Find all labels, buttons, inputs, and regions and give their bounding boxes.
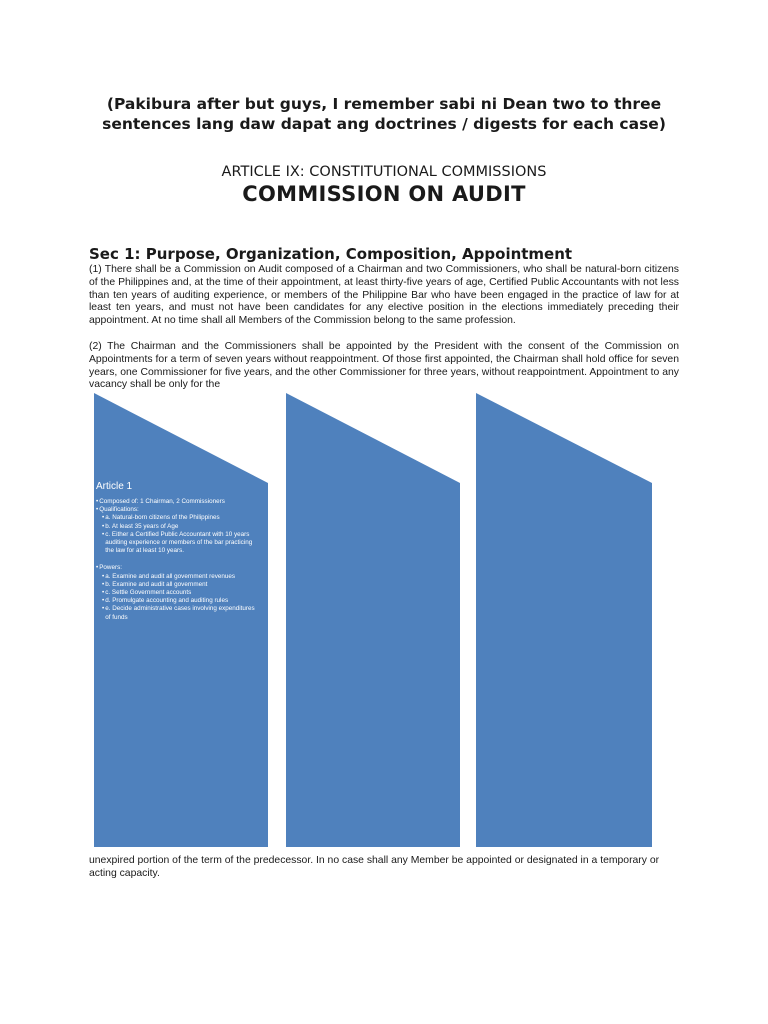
list-subitem-text: c. Settle Government accounts: [105, 589, 192, 597]
section-heading: Sec 1: Purpose, Organization, Composition, Appointment: [89, 245, 573, 263]
list-subitem: [96, 605, 266, 621]
list-item: • Composed of: 1 Chairman, 2 Commissioners: [96, 498, 266, 506]
article-title: ARTICLE IX: CONSTITUTIONAL COMMISSIONS: [221, 164, 547, 180]
list-subitem-text: b. At least 35 years of Age: [105, 522, 179, 530]
list-subitem: [96, 581, 266, 589]
list-spacer: [96, 555, 266, 564]
paragraph-2-continuation: unexpired portion of the term of the predecessor. In no case shall any Member be appointed or designated in a temporary or acting capacity.: [89, 855, 660, 879]
editor-note: (Pakibura after but guys, I remember sabi ni Dean two to three sentences lang daw dapat ang doctrines / digests for each case): [102, 95, 666, 133]
paragraph-2: (2) The Chairman and the Commissioners shall be appointed by the President with the consent of the Commission on Appointments for a term of seven years without reappointment. Of those first appointed, the Chairman shall hold office for seven years, one Commissioner for five years, and the other Commissioner for three years, without reappointment. Appointment to any vacancy shall be only for the: [89, 341, 679, 391]
list-subitem-text: c. Either a Certified Public Accountant with 10 years auditing experience or members of the bar practicing the law for at least 10 years.: [105, 530, 253, 555]
list-item: • Qualifications:: [96, 506, 266, 514]
list-subitem: [96, 531, 266, 556]
chevron-shape-2: [286, 393, 460, 847]
list-subitem: [96, 597, 266, 605]
list-subitem: [96, 523, 266, 531]
main-title: COMMISSION ON AUDIT: [242, 182, 526, 206]
box-title: Article 1: [96, 481, 133, 492]
list-subitem-text: e. Decide administrative cases involving expenditures of funds: [105, 605, 255, 621]
list-item: • Powers:: [96, 564, 266, 572]
box-item-list: [96, 498, 266, 622]
list-subitem-text: a. Examine and audit all government revenues: [105, 572, 236, 580]
chevron-shape-3: [476, 393, 652, 847]
list-subitem: [96, 589, 266, 597]
list-subitem: [96, 514, 266, 522]
list-subitem: [96, 573, 266, 581]
list-subitem-text: d. Promulgate accounting and auditing rules: [105, 597, 229, 605]
list-subitem-text: b. Examine and audit all government: [105, 580, 208, 588]
chevron-box-1-content: [96, 481, 266, 622]
paragraph-1: (1) There shall be a Commission on Audit composed of a Chairman and two Commissioners, who shall be natural-born citizens of the Philippines and, at the time of their appointment, at least thirty-five years of age, Certified Public Accountants with not less than ten years of auditing experience, or members of the Philippine Bar who have been engaged in the practice of law for at least ten years, and must not have been candidates for any elective position in the elections immediately preceding their appointment. At no time shall all Members of the Commission belong to the same profession.: [89, 264, 679, 327]
list-subitem-text: a. Natural-born citizens of the Philippines: [105, 514, 220, 522]
